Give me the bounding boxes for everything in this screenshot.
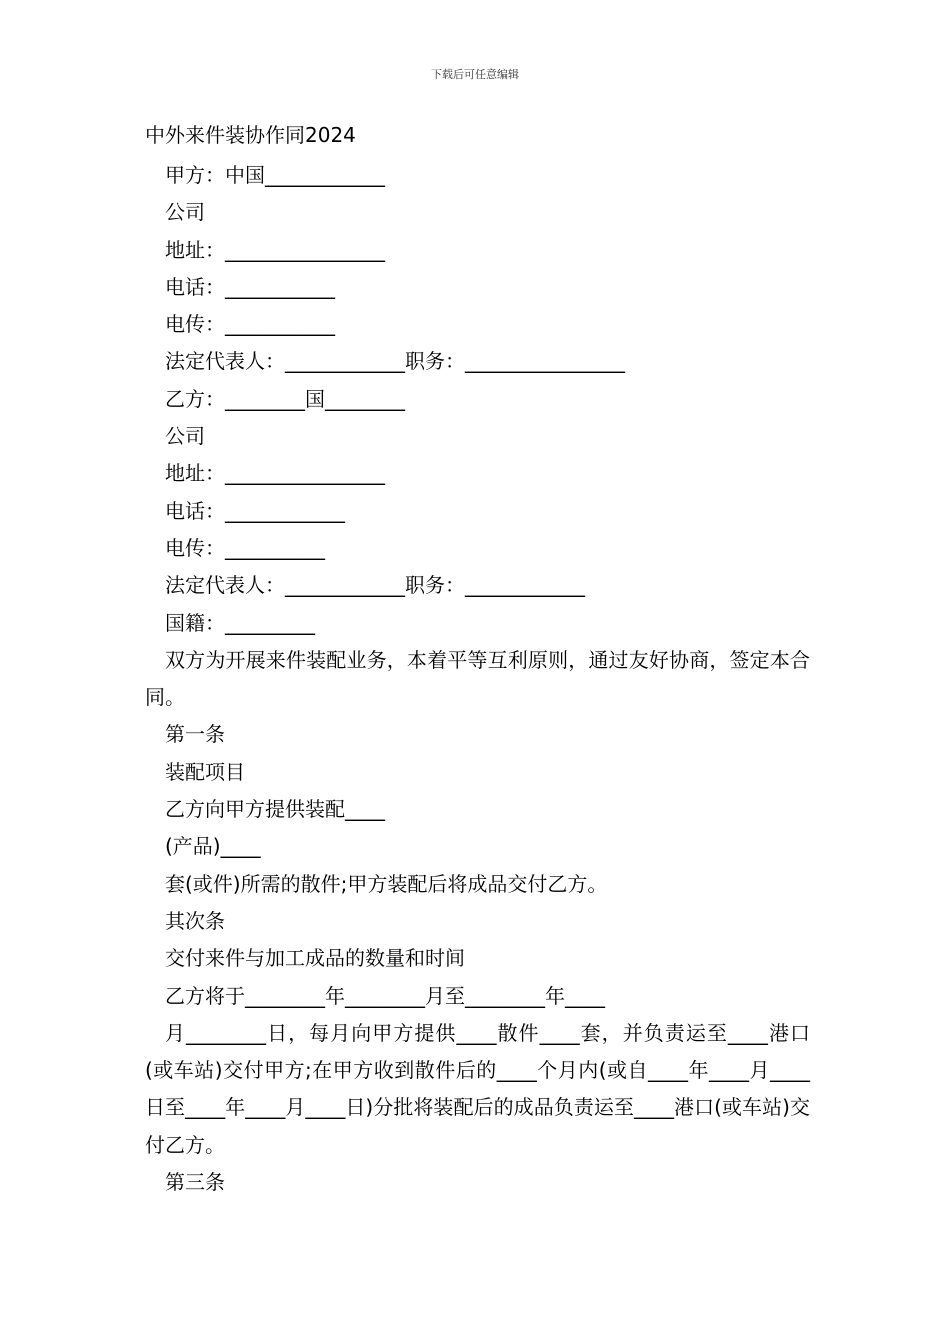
party-b-address: 地址：________________ [165,461,385,486]
article-1-line-3: 套(或件)所需的散件;甲方装配后将成品交付乙方。 [165,871,608,896]
article-1-heading: 第一条 [165,722,225,747]
party-a-phone: 电话：___________ [165,274,335,299]
page-header-note: 下载后可任意编辑 [431,68,519,81]
delivery-paragraph: 月________日，每月向甲方提供____散件____套，并负责运至____港口(或车站)交付甲方;在甲方收到散件后的____个月内(或自____年____月____日至____年____月____日)分批将装配后的成品负责运至____港口(或车站)交付乙方。 [145,1020,810,1157]
article-1-line-2: (产品)____ [165,834,261,859]
party-a-fax: 电传：___________ [165,312,335,337]
party-b-fax: 电传：__________ [165,535,325,560]
article-2-heading: 其次条 [165,908,225,933]
party-a-company: 公司 [165,200,205,225]
party-b-nationality: 国籍：_________ [165,610,315,635]
party-a-line: 甲方：中国____________ [165,163,385,187]
article-1-line-1: 乙方向甲方提供装配____ [165,797,385,822]
party-a-address: 地址：________________ [165,237,385,262]
article-2-title: 交付来件与加工成品的数量和时间 [165,946,465,971]
party-a-representative: 法定代表人：____________职务：________________ [165,349,625,374]
article-2-line-1: 乙方将于________年________月至________年____ [165,983,605,1008]
party-b-representative: 法定代表人：____________职务：____________ [165,573,585,598]
party-b-line: 乙方：________国________ [165,386,405,411]
party-b-company: 公司 [165,424,205,449]
article-1-title: 装配项目 [165,759,245,784]
article-3-heading: 第三条 [165,1170,225,1195]
party-b-phone: 电话：____________ [165,498,345,523]
contract-document [145,120,810,1201]
document-title: 中外来件装协作同2024 [145,123,356,147]
intro-paragraph: 双方为开展来件装配业务，本着平等互利原则，通过友好协商，签定本合同。 [145,647,810,710]
